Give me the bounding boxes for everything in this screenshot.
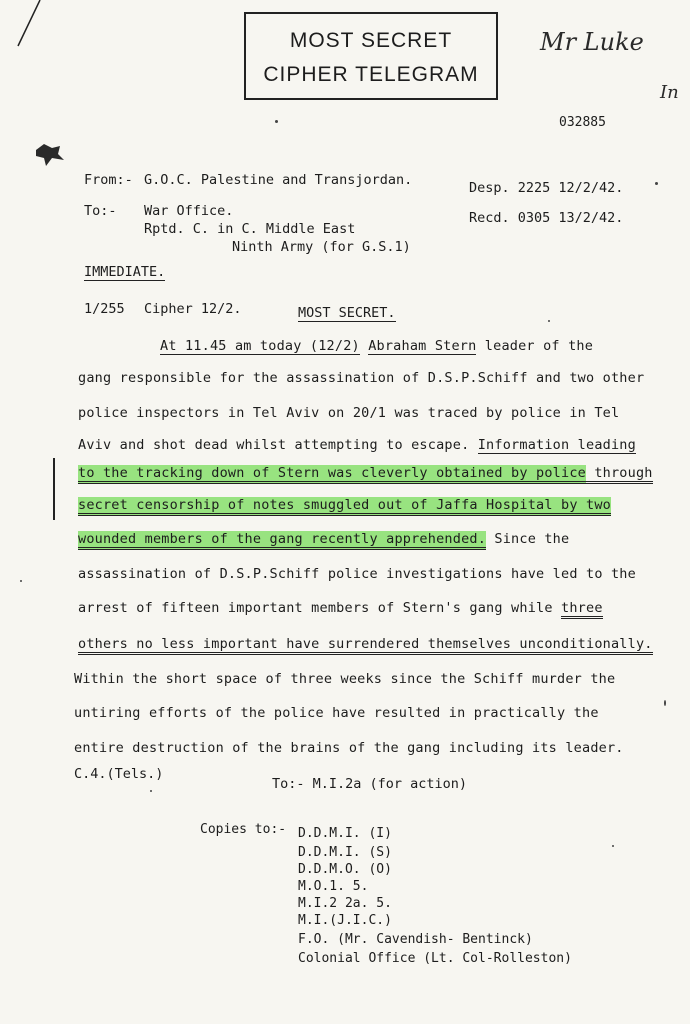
message-line [78, 636, 653, 652]
copy-recipient: D.D.M.O. (O) [298, 862, 392, 877]
handwritten-note: Mr Luke [540, 28, 644, 56]
message-line: gang responsible for the assassination of D.S.P.Schiff and two other [78, 370, 645, 386]
speck [655, 182, 658, 185]
message-line: police inspectors in Tel Aviv on 20/1 was traced by police in Tel [78, 405, 620, 421]
message-line: untiring efforts of the police have resulted in practically the [74, 705, 599, 721]
classification: MOST SECRET. [298, 305, 396, 321]
ink-blot-icon [32, 140, 68, 170]
copy-recipient: M.O.1. 5. [298, 879, 369, 894]
from-label: From:- [84, 172, 133, 188]
copy-recipient: D.D.M.I. (S) [298, 845, 392, 860]
underlined-text: through [586, 465, 653, 484]
message-text: leader of the [476, 338, 594, 354]
message-line-highlighted [78, 465, 653, 481]
margin-mark [53, 458, 55, 520]
message-line: assassination of D.S.P.Schiff police investigations have led to the [78, 566, 636, 582]
message-text: Aviv and shot dead whilst attempting to escape. [78, 437, 478, 453]
to-line-3: Ninth Army (for G.S.1) [232, 239, 411, 255]
tels-ref: C.4.(Tels.) [74, 766, 164, 782]
highlighted-text: secret censorship of notes smuggled out of Jaffa Hospital by two [78, 497, 611, 516]
speck [612, 845, 614, 847]
copy-recipient: F.O. (Mr. Cavendish- Bentinck) [298, 932, 533, 947]
message-line: Within the short space of three weeks since the Schiff murder the [74, 671, 616, 687]
header-title: MOST SECRET [289, 29, 453, 52]
priority-label: IMMEDIATE. [84, 264, 166, 280]
cipher-number: 1/255 [84, 301, 125, 317]
message-line [78, 437, 636, 453]
header-subtitle: CIPHER TELEGRAM [263, 63, 479, 86]
underlined-text: three [561, 600, 603, 619]
underlined-text: Information leading [477, 437, 636, 453]
copy-recipient: D.D.M.I. (I) [298, 826, 392, 841]
document-header [244, 12, 498, 100]
to-line-1: War Office. [144, 203, 234, 219]
from-value: G.O.C. Palestine and Transjordan. [144, 172, 413, 188]
message-line [78, 600, 603, 616]
copy-recipient: Colonial Office (Lt. Col-Rolleston) [298, 951, 572, 966]
copy-recipient: M.I.2 2a. 5. [298, 896, 392, 911]
handwritten-note-2: In [660, 82, 679, 103]
copies-label: Copies to:- [200, 822, 287, 837]
speck [664, 700, 666, 706]
corner-mark [14, 0, 44, 50]
highlighted-text: to the tracking down of Stern was cleverly obtained by police [78, 465, 586, 484]
reference-number: 032885 [559, 115, 606, 130]
message-text: Since the [486, 531, 570, 547]
action-line: To:- M.I.2a (for action) [272, 776, 468, 792]
to-label: To:- [84, 203, 117, 219]
message-line [160, 338, 593, 354]
underlined-text: At 11.45 am today (12/2) [160, 338, 360, 354]
speck [548, 320, 550, 322]
message-text: arrest of fifteen important members of Stern's gang while [78, 600, 562, 616]
underlined-name: Abraham Stern [368, 338, 477, 354]
copy-recipient: M.I.(J.I.C.) [298, 913, 392, 928]
speck [20, 580, 22, 582]
message-line-highlighted [78, 531, 569, 547]
received-time: Recd. 0305 13/2/42. [469, 210, 624, 226]
speck [150, 790, 152, 792]
underlined-text: others no less important have surrendered themselves unconditionally. [78, 636, 653, 655]
message-line: entire destruction of the brains of the gang including its leader. [74, 740, 624, 756]
cipher-date: Cipher 12/2. [144, 301, 242, 317]
to-line-2: Rptd. C. in C. Middle East [144, 221, 356, 237]
highlighted-text: wounded members of the gang recently apprehended. [78, 531, 486, 550]
speck [275, 120, 278, 123]
message-line-highlighted [78, 497, 611, 513]
despatch-time: Desp. 2225 12/2/42. [469, 180, 624, 196]
